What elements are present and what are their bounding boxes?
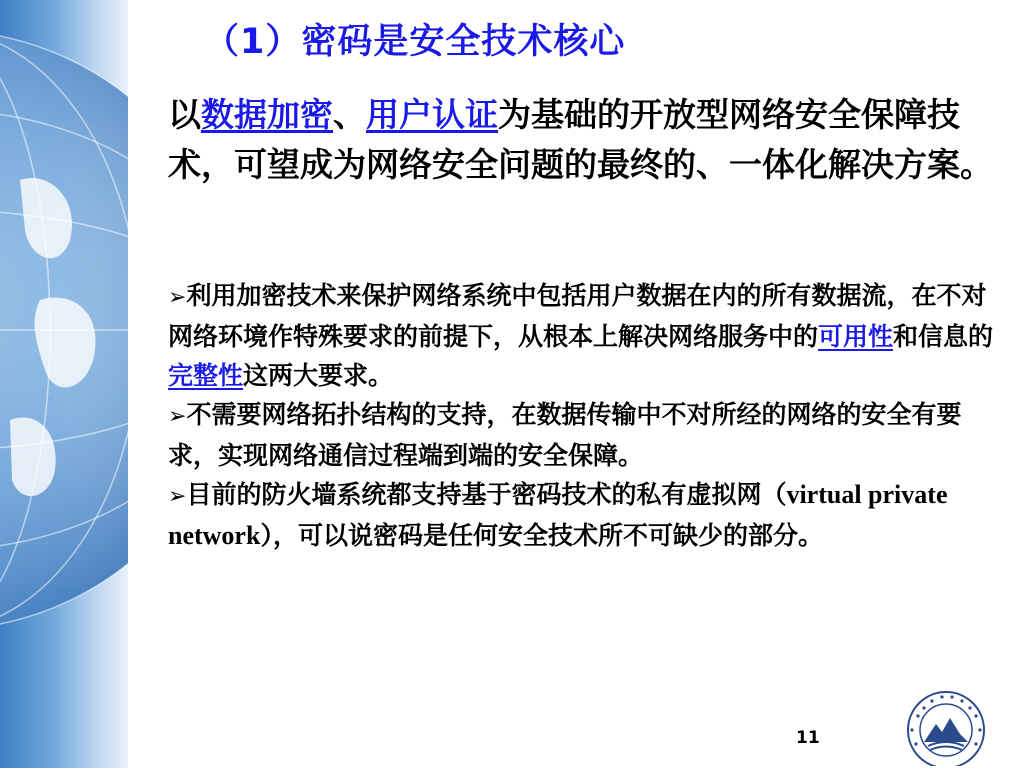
intro-text-2: 、 (333, 95, 366, 134)
intro-text-1: 以 (168, 95, 201, 134)
arrow-bullet-icon: ➢ (168, 285, 187, 310)
arrow-bullet-icon: ➢ (168, 404, 187, 429)
bullet-item-3 (168, 475, 998, 555)
bullet-1-text-3: 这两大要求。 (243, 361, 394, 390)
bullet-1-text-1: 利用加密技术来保护网络系统中包括用户数据在内的所有数据流，在不对网络环境作特殊要求的前提下，从根本上解决网络服务中的 (168, 281, 987, 351)
bullet-list (168, 276, 998, 555)
link-data-encryption[interactable]: 数据加密 (201, 95, 333, 134)
link-availability[interactable]: 可用性 (818, 322, 894, 351)
page-number: 11 (796, 728, 820, 748)
university-seal-icon (898, 686, 994, 766)
bullet-item-1 (168, 276, 998, 395)
bullet-3-text-2: ），可以说密码是任何安全技术所不可缺少的部分。 (260, 521, 823, 550)
bullet-3-text-1: 目前的防火墙系统都支持基于密码技术的私有虚拟网（ (186, 480, 787, 509)
globe-decoration (0, 0, 128, 768)
intro-paragraph (168, 90, 1014, 190)
slide-title: （1）密码是安全技术核心 (204, 22, 626, 62)
bullet-1-text-2: 和信息的 (893, 322, 994, 351)
intro-text-3: 为基础的开放型网络安全保障技术，可望成为网络安全问题的最终的、一体化解决方案。 (168, 95, 993, 184)
vpn-english-term: virtual private network (168, 480, 948, 550)
link-integrity[interactable]: 完整性 (168, 361, 244, 390)
bullet-item-2 (168, 395, 998, 475)
bullet-2-text: 不需要网络拓扑结构的支持，在数据传输中不对所经的网络的安全有要求，实现网络通信过程端到端的安全保障。 (168, 400, 962, 470)
arrow-bullet-icon: ➢ (168, 484, 187, 509)
link-user-authentication[interactable]: 用户认证 (366, 95, 498, 134)
